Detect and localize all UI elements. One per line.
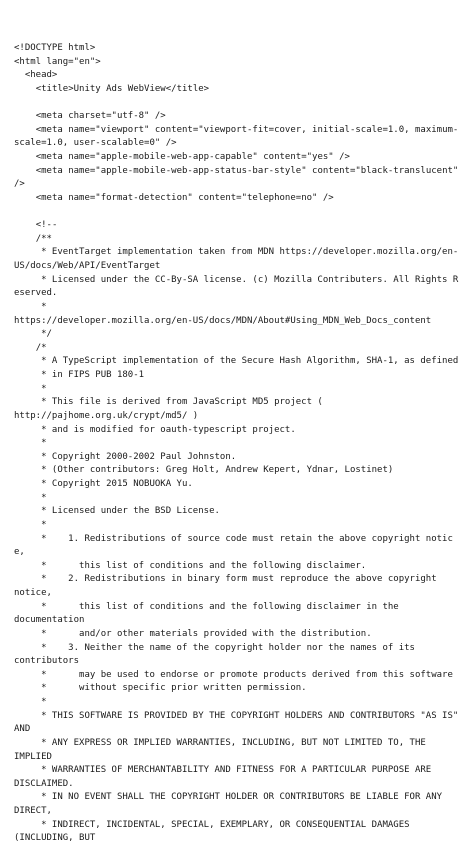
page-source-text: <!DOCTYPE html> <html lang="en"> <head> <title>Unity Ads WebView</title> <meta charset="utf-8" /> <meta name="viewport" content="viewport-fit=cover, initial-scale=1.0, maximum-scale=1.0, user-scalable=0" /> <meta name="apple-mobile-web-app-capable" content="yes" /> <meta name="apple-mobile-web-app-status-bar-style" content="black-translucent" /> <meta name="format-detection" content="telephone=no" /> <!-- /** * EventTarget implementation taken from MDN https://developer.mozilla.org/en-US/docs/Web/API/EventTarget * Licensed under the CC-By-SA license. (c) Mozilla Contributers. All Rights Reserved. * https://developer.mozilla.org/en-US/docs/MDN/About#Using_MDN_Web_Docs_content */ /* * A TypeScript implementation of the Secure Hash Algorithm, SHA-1, as defined * in FIPS PUB 180-1 * * This file is derived from JavaScript MD5 project ( http://pajhome.org.uk/crypt/md5/ ) * and is modified for oauth-typescript project. * * Copyright 2000-2002 Paul Johnston. * (Other contributors: Greg Holt, Andrew Kepert, Ydnar, Lostinet) * Copyright 2015 NOBUOKA Yu. * * Licensed under the BSD License. * * 1. Redistributions of source code must retain the above copyright notice, * this list of conditions and the following disclaimer. * 2. Redistributions in binary form must reproduce the above copyright notice, * this list of conditions and the following disclaimer in the documentation * and/or other materials provided with the distribution. * 3. Neither the name of the copyright holder nor the names of its contributors * may be used to endorse or promote products derived from this software * without specific prior written permission. * * THIS SOFTWARE IS PROVIDED BY THE COPYRIGHT HOLDERS AND CONTRIBUTORS "AS IS" AND * ANY EXPRESS OR IMPLIED WARRANTIES, INCLUDING, BUT NOT LIMITED TO, THE IMPLIED * WARRANTIES OF MERCHANTABILITY AND FITNESS FOR A PARTICULAR PURPOSE ARE DISCLAIMED. * IN NO EVENT SHALL THE COPYRIGHT HOLDER OR CONTRIBUTORS BE LIABLE FOR ANY DIRECT, * INDIRECT, INCIDENTAL, SPECIAL, EXEMPLARY, OR CONSEQUENTIAL DAMAGES (INCLUDING, BUT xyxy=(14,43,459,844)
